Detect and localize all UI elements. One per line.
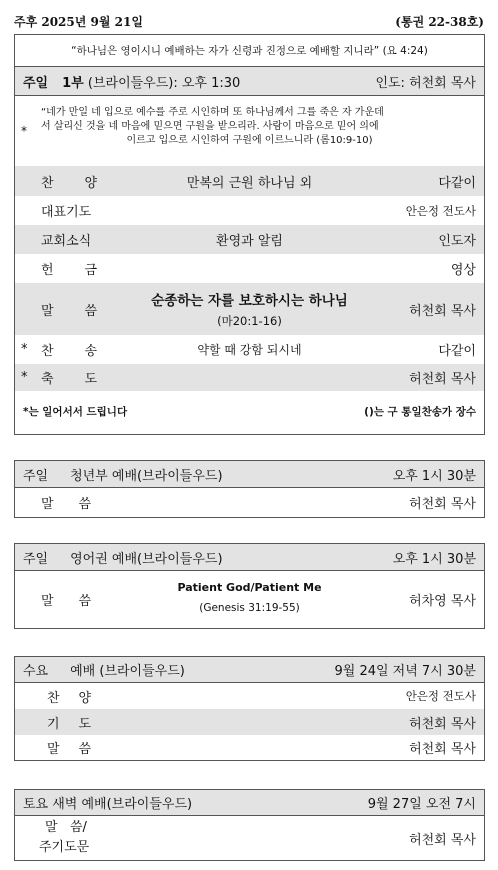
call-star: *	[21, 124, 27, 138]
service-day: 주일	[23, 75, 49, 91]
issue-number: (통권 22-38호)	[395, 14, 484, 29]
order-item	[15, 196, 484, 225]
english-day: 주일	[23, 551, 49, 567]
scripture-quote-row	[15, 35, 484, 67]
footnote-left: *는 일어서서 드립니다	[23, 405, 128, 418]
order-item-sermon	[15, 283, 484, 335]
item-label-b: 씀	[78, 742, 91, 757]
sermon-title: 순종하는 자를 보호하시는 하나님	[151, 293, 348, 309]
wednesday-item	[15, 735, 484, 760]
english-time: 오후 1시 30분	[392, 551, 476, 567]
wednesday-header	[15, 657, 484, 683]
english-service-box	[14, 543, 485, 629]
youth-item	[15, 488, 484, 517]
sermon-reference: (마20:1-16)	[217, 314, 282, 328]
item-person: 안은정 전도사	[405, 689, 476, 703]
item-label-a: 헌	[41, 263, 54, 278]
wednesday-time: 9월 24일 저녁 7시 30분	[334, 664, 476, 679]
english-name: 영어권 예배(브라이들우드)	[70, 551, 223, 567]
order-item	[15, 225, 484, 254]
item-label-a: 대표기도	[41, 205, 92, 220]
call-text-3: 이르고 입으로 시인하여 구원에 이르느니라 (롬10:9-10)	[126, 135, 373, 146]
item-label-b: 씀	[84, 303, 97, 319]
stand-star: *	[21, 370, 28, 385]
bulletin-header	[14, 10, 484, 32]
item-person: 허천회 목사	[409, 716, 476, 732]
english-header	[15, 544, 484, 571]
item-label-a: 말	[47, 742, 60, 757]
item-label-a: 말	[41, 497, 54, 512]
item-label-b: 씀	[78, 497, 91, 512]
saturday-header	[15, 790, 484, 816]
item-label-a: 말	[41, 303, 54, 319]
saturday-label-2: 주기도문	[39, 840, 90, 855]
youth-service-box	[14, 460, 485, 518]
item-title: 만복의 근원 하나님 외	[186, 175, 313, 191]
item-person: 영상	[450, 263, 476, 278]
wednesday-day: 수요	[23, 664, 49, 679]
youth-time: 오후 1시 30분	[392, 468, 476, 484]
english-sermon-ref: (Genesis 31:19-55)	[199, 602, 300, 614]
order-item	[15, 254, 484, 283]
wednesday-item	[15, 709, 484, 735]
saturday-label-1: 말 씀/	[45, 820, 87, 835]
stand-star: *	[21, 342, 28, 357]
item-label-a: 축	[41, 372, 54, 387]
footnote-right: ()는 구 통일찬송가 장수	[364, 405, 476, 418]
item-person: 허천회 목사	[409, 303, 476, 319]
footnote-row	[15, 391, 484, 431]
item-person: 다같이	[438, 344, 476, 359]
saturday-item	[15, 816, 484, 860]
item-label-b: 도	[78, 716, 91, 732]
item-label-a: 기	[47, 716, 60, 732]
service-place: (브라이들우드): 오후 1:30	[87, 75, 241, 91]
item-title: 환영과 알림	[216, 234, 283, 249]
order-item	[15, 166, 484, 196]
youth-name: 청년부 예배(브라이들우드)	[70, 468, 223, 484]
item-person: 허천회 목사	[409, 372, 476, 387]
wednesday-item	[15, 683, 484, 709]
scripture-quote: “하나님은 영이시니 예배하는 자가 신령과 진정으로 예배할 지니라” (요 4:24)	[71, 45, 428, 57]
call-text-2: 서 살리신 것을 네 마음에 믿으면 구원을 받으리라. 사람이 마음으로 믿어 의에	[41, 121, 379, 132]
saturday-time: 9월 27일 오전 7시	[367, 797, 476, 812]
english-item	[15, 571, 484, 628]
item-person: 안은정 전도사	[405, 203, 476, 218]
item-label-a: 찬	[41, 344, 54, 359]
service-name: 1부	[62, 75, 84, 91]
item-title: 약할 때 강함 되시네	[197, 343, 302, 357]
bulletin-date: 주후 2025년 9월 21일	[14, 14, 143, 29]
youth-header	[15, 461, 484, 488]
call-text-1: “네가 만일 네 입으로 예수를 주로 시인하며 또 하나님께서 그를 죽은 자 가운데	[41, 107, 384, 118]
item-label-b: 송	[84, 344, 97, 359]
english-preacher: 허차영 목사	[409, 594, 476, 609]
item-label-b: 도	[84, 372, 97, 387]
item-person: 다같이	[438, 175, 476, 191]
main-service-box	[14, 34, 485, 435]
order-item	[15, 364, 484, 391]
item-label-a: 말	[41, 594, 54, 609]
item-label-a: 찬	[47, 690, 60, 706]
order-item	[15, 335, 484, 364]
item-label-a: 교회소식	[41, 234, 92, 249]
service-leader: 인도: 허천회 목사	[375, 75, 476, 91]
item-label-b: 금	[84, 263, 97, 278]
wednesday-name: 예배 (브라이들우드)	[70, 664, 185, 679]
saturday-name: 토요 새벽 예배(브라이들우드)	[23, 797, 193, 812]
call-to-worship	[15, 96, 484, 166]
item-label-b: 양	[78, 690, 91, 706]
service-title-row	[15, 67, 484, 96]
item-person: 허천회 목사	[409, 742, 476, 757]
item-label-b: 씀	[78, 594, 91, 609]
youth-day: 주일	[23, 468, 49, 484]
saturday-leader: 허천회 목사	[409, 832, 476, 848]
saturday-service-box	[14, 789, 485, 861]
wednesday-service-box	[14, 656, 485, 761]
english-sermon-title: Patient God/Patient Me	[177, 581, 322, 594]
item-label-a: 찬	[41, 175, 54, 191]
youth-preacher: 허천회 목사	[409, 497, 476, 512]
item-person: 인도자	[438, 234, 476, 249]
item-label-b: 양	[84, 175, 97, 191]
